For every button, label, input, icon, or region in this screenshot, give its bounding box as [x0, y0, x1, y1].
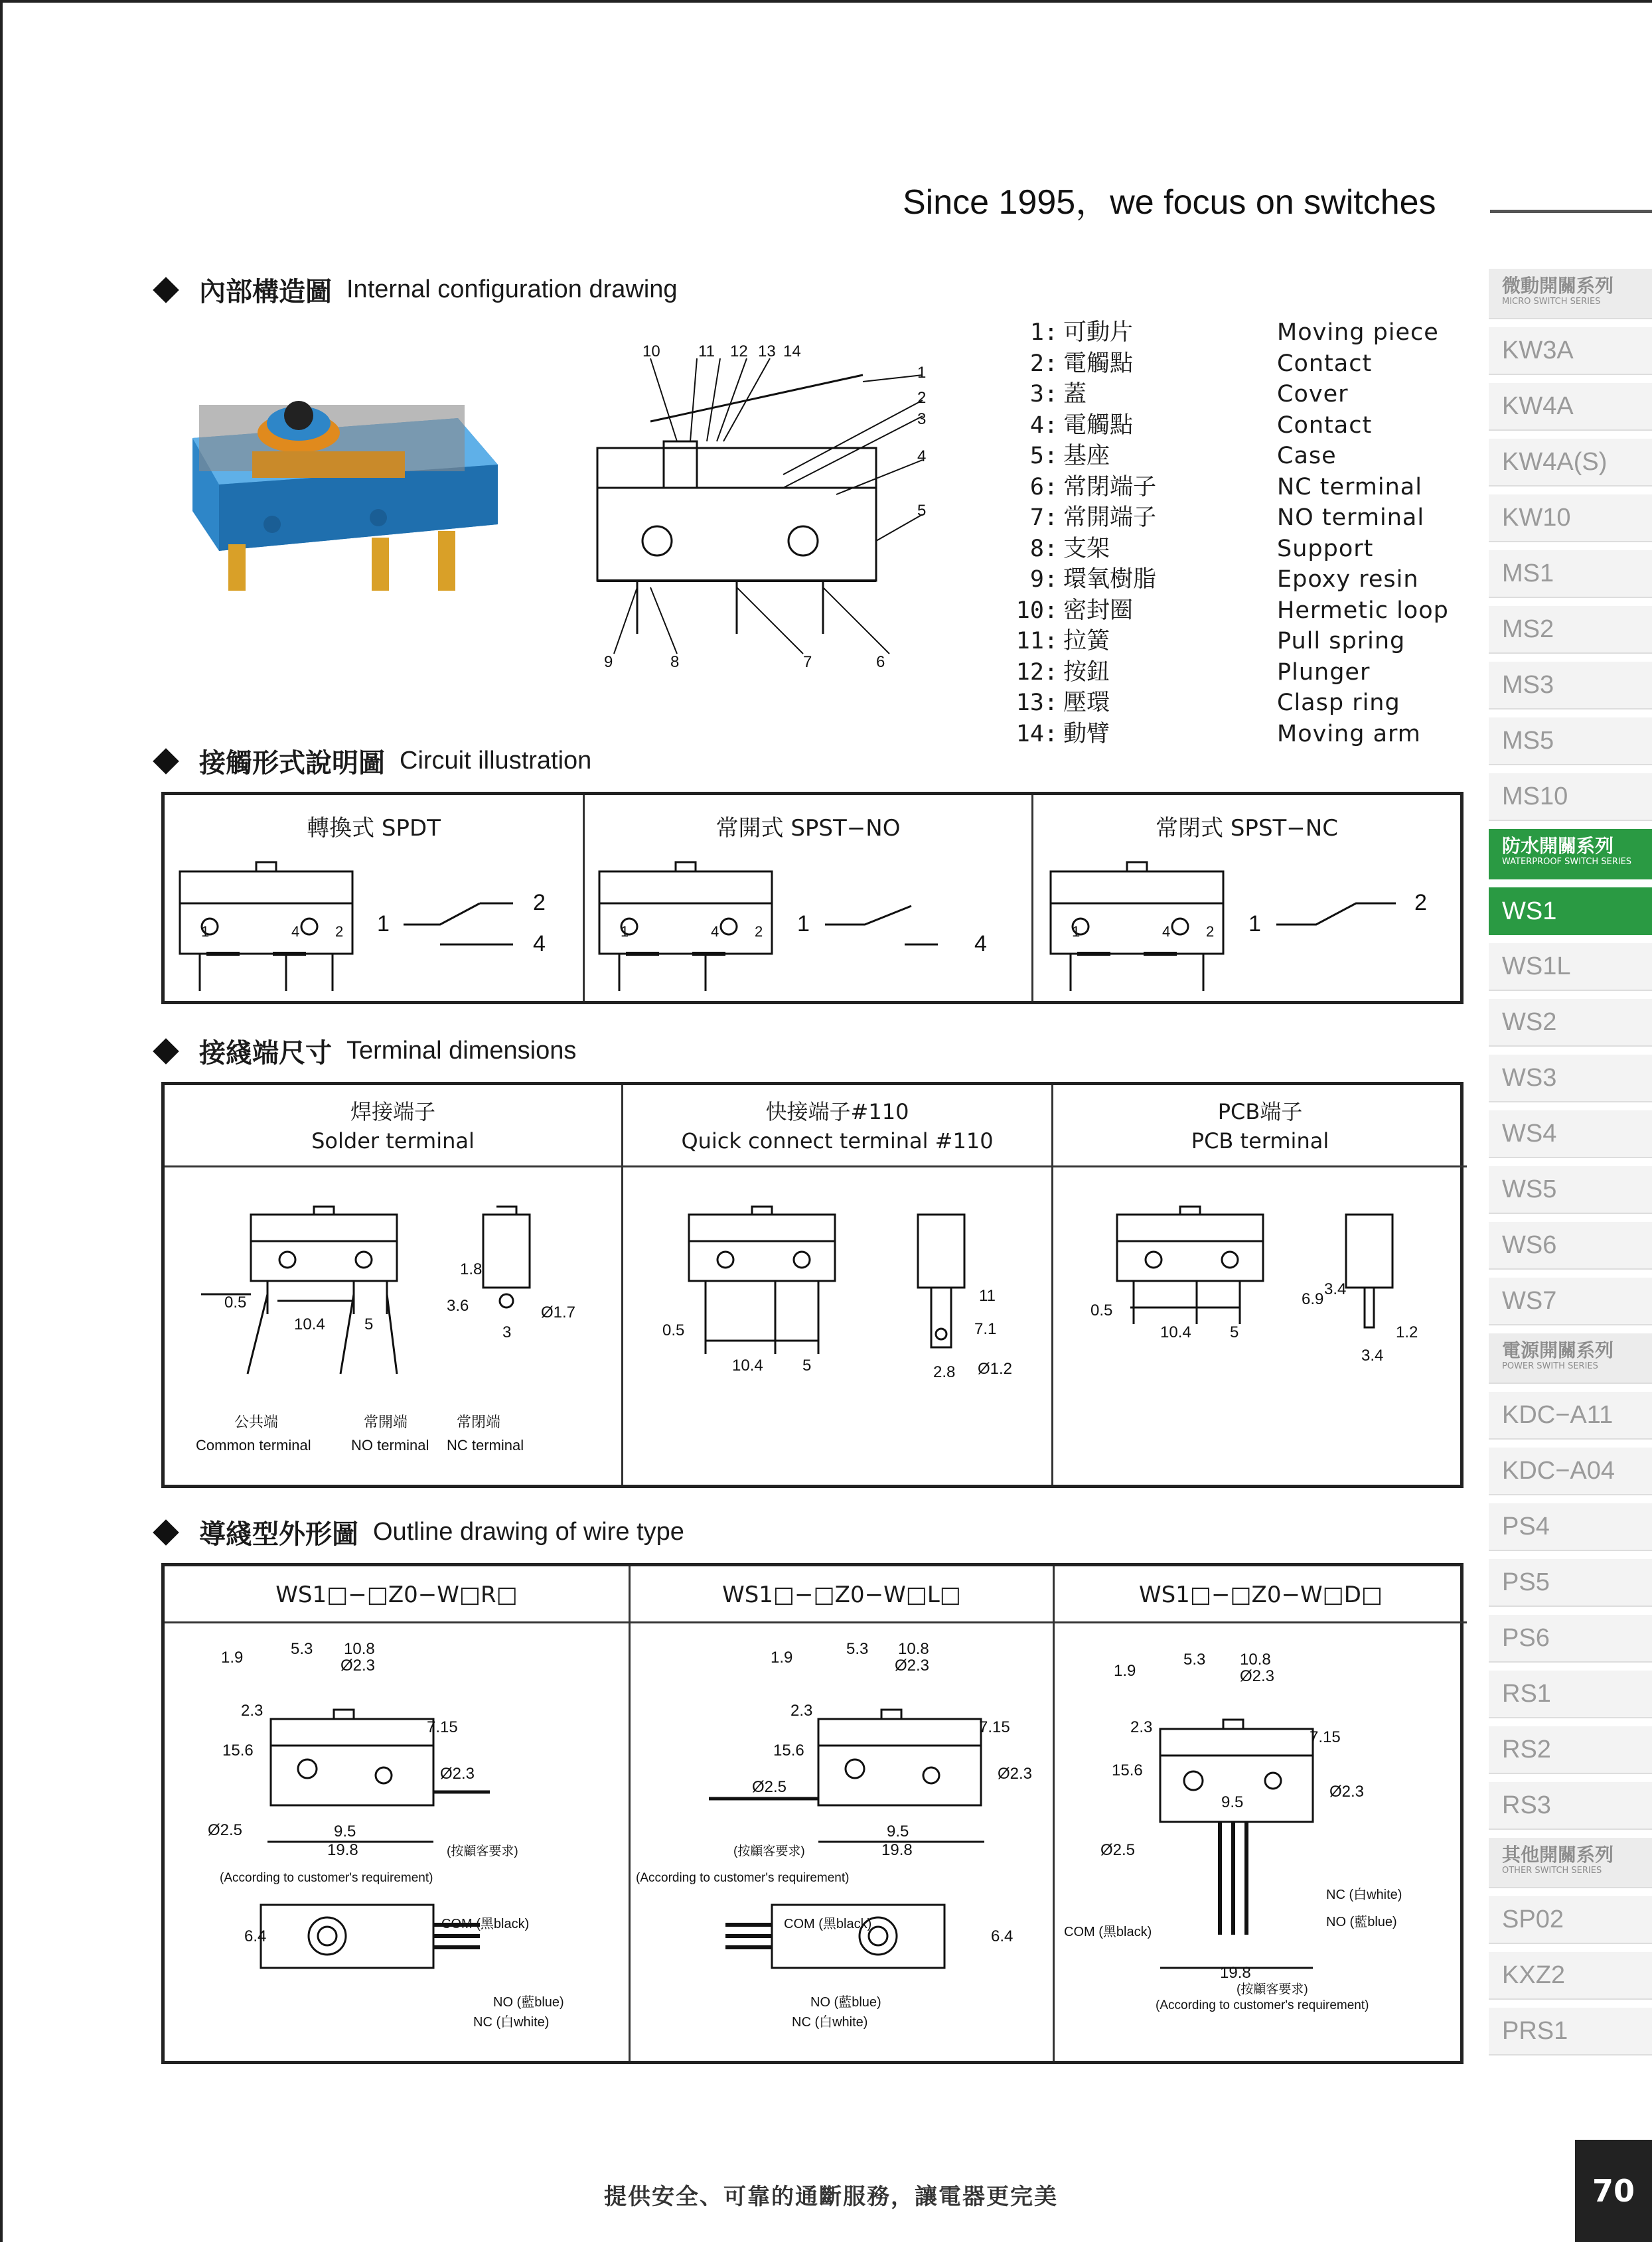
- legend-row: [1015, 441, 1449, 472]
- legend-row: [1015, 348, 1449, 380]
- pin-label: 4: [1162, 923, 1171, 940]
- terminal-title-en: PCB terminal: [1191, 1128, 1329, 1154]
- pin-label: 1: [201, 923, 210, 940]
- sidebar-item-ms2[interactable]: MS2: [1489, 606, 1652, 654]
- dim-label: 19.8: [327, 1841, 358, 1859]
- legend-row: [1015, 317, 1449, 348]
- legend-row: [1015, 657, 1449, 688]
- dim-label: 2.3: [241, 1702, 263, 1720]
- legend-cn: 電觸點: [1063, 350, 1134, 377]
- legend-num: 5:: [1029, 443, 1058, 469]
- pin-label: 2: [1206, 923, 1215, 940]
- dim-label: 10.4: [732, 1357, 763, 1375]
- circuit-node-label: 4: [974, 931, 987, 956]
- legend-row: [1015, 688, 1449, 719]
- legend-num: 14:: [1015, 720, 1058, 747]
- legend-num: 11:: [1015, 628, 1058, 654]
- note-cn: (按顧客要求): [447, 1844, 518, 1858]
- note-en: NO terminal: [351, 1437, 429, 1454]
- sidebar-item-ms5[interactable]: MS5: [1489, 717, 1652, 765]
- circuit-node-label: 4: [533, 931, 546, 956]
- dim-label: 10.8: [898, 1640, 929, 1658]
- wire-label-nc: NC (白white): [792, 2015, 868, 2030]
- sidebar-item-rs2[interactable]: RS2: [1489, 1726, 1652, 1774]
- callout-11: 11: [698, 342, 715, 360]
- callout-14: 14: [783, 342, 801, 360]
- dim-label: 9.5: [1221, 1793, 1244, 1811]
- note-en: NC terminal: [447, 1437, 524, 1454]
- dim-label: 7.15: [979, 1718, 1010, 1736]
- legend-en: Epoxy resin: [1277, 566, 1419, 593]
- legend-cn: 基座: [1063, 443, 1110, 469]
- legend-row: [1015, 564, 1449, 595]
- legend-row: [1015, 534, 1449, 565]
- section-title-en: Terminal dimensions: [346, 1037, 577, 1065]
- terminal-drawings: [161, 1082, 1464, 1488]
- circuit-node-label: 1: [1248, 911, 1261, 936]
- dim-label: 9.5: [887, 1823, 909, 1840]
- legend-cn: 支架: [1063, 535, 1110, 562]
- dim-label: 2.8: [933, 1363, 956, 1381]
- sidebar-item-ms3[interactable]: MS3: [1489, 662, 1652, 710]
- section-circuit-heading: [151, 742, 591, 780]
- dim-label: 19.8: [1220, 1964, 1251, 1982]
- dim-label: 15.6: [222, 1742, 254, 1759]
- terminal-title-cn: PCB端子: [1217, 1099, 1303, 1124]
- dim-label: 1.2: [1396, 1323, 1418, 1341]
- section-title-cn: 接觸形式說明圖: [199, 748, 385, 779]
- legend-cn: 常閉端子: [1063, 473, 1157, 500]
- internal-cross-section-drawing: [584, 342, 956, 674]
- note-en: (According to customer's requirement): [220, 1871, 433, 1885]
- sidebar-item-kw4a[interactable]: KW4A: [1489, 383, 1652, 431]
- legend-num: 2:: [1029, 350, 1058, 377]
- section-title-en: Circuit illustration: [400, 747, 592, 775]
- legend-en: Cover: [1277, 381, 1349, 408]
- wire-label-no: NO (藍blue): [1326, 1915, 1397, 1929]
- legend-num: 13:: [1015, 690, 1058, 716]
- wire-label-com: COM (黑black): [1064, 1925, 1152, 1939]
- dim-label: 5: [364, 1315, 374, 1333]
- legend-en: NC terminal: [1277, 473, 1422, 500]
- section-outline-heading: [151, 1513, 684, 1551]
- section-title-en: Outline drawing of wire type: [373, 1518, 684, 1546]
- terminal-title-cn: 焊接端子: [350, 1099, 435, 1124]
- pin-label: 1: [1072, 923, 1081, 940]
- sidebar-item-kdc-a11[interactable]: KDC−A11: [1489, 1392, 1652, 1440]
- dim-label: 1.9: [1114, 1662, 1136, 1680]
- page-number: 70: [1575, 2140, 1652, 2242]
- legend-num: 1:: [1029, 319, 1058, 346]
- legend-cn: 環氧樹脂: [1063, 566, 1157, 593]
- dim-label: 0.5: [224, 1294, 247, 1311]
- section-title-en: Internal configuration drawing: [346, 275, 678, 303]
- legend-num: 10:: [1015, 597, 1058, 624]
- callout-13: 13: [758, 342, 776, 360]
- callout-2: 2: [917, 389, 927, 407]
- circuit-node-label: 1: [377, 911, 390, 936]
- legend-en: NO terminal: [1277, 504, 1425, 531]
- wire-label-no: NO (藍blue): [493, 1995, 564, 2010]
- sidebar-item-ws4[interactable]: WS4: [1489, 1110, 1652, 1158]
- wire-type-drawings: [161, 1563, 1464, 2064]
- legend-cn: 密封圈: [1063, 597, 1134, 624]
- terminal-title-en: Quick connect terminal #110: [681, 1128, 994, 1154]
- note-cn: 常開端: [364, 1414, 408, 1430]
- series-title-cn: 微動開關系列: [1502, 275, 1614, 297]
- callout-5: 5: [917, 502, 927, 520]
- dim-label: Ø1.7: [541, 1304, 576, 1321]
- dim-label: 5.3: [846, 1640, 869, 1658]
- pin-label: 4: [291, 923, 300, 940]
- section-internal-heading: [151, 271, 678, 309]
- callout-10: 10: [642, 342, 660, 360]
- wire-label-nc: NC (白white): [1326, 1888, 1402, 1902]
- wire-type-title: WS1□−□Z0−W□R□: [165, 1566, 629, 1623]
- sidebar-item-rs3[interactable]: RS3: [1489, 1782, 1652, 1830]
- legend-cn: 拉簧: [1063, 628, 1110, 654]
- section-title-cn: 導綫型外形圖: [199, 1519, 358, 1550]
- sidebar-item-kw3a[interactable]: KW3A: [1489, 327, 1652, 375]
- section-terminal-heading: [151, 1032, 576, 1070]
- dim-label: 7.1: [974, 1320, 997, 1338]
- dim-label: 10.4: [294, 1315, 325, 1333]
- wire-type-title: WS1□−□Z0−W□L□: [631, 1566, 1053, 1623]
- note-cn: (按顧客要求): [733, 1844, 805, 1858]
- dim-label: 7.15: [427, 1718, 458, 1736]
- pin-label: 1: [621, 923, 629, 940]
- header-rule: [1490, 210, 1652, 213]
- legend-en: Pull spring: [1277, 628, 1406, 654]
- dim-label: 19.8: [881, 1841, 913, 1859]
- legend-row: [1015, 379, 1449, 410]
- sidebar-item-ws1l[interactable]: WS1L: [1489, 943, 1652, 991]
- diamond-bullet-icon: [153, 1519, 179, 1546]
- legend-en: Plunger: [1277, 658, 1371, 686]
- dim-label: 5.3: [1183, 1651, 1206, 1669]
- legend-row: [1015, 626, 1449, 657]
- dim-label: Ø2.3: [1329, 1783, 1365, 1801]
- dim-label: Ø1.2: [978, 1360, 1013, 1378]
- sidebar-item-ps6[interactable]: PS6: [1489, 1615, 1652, 1663]
- callout-3: 3: [917, 410, 927, 428]
- circuit-title: 轉換式 SPDT: [307, 815, 441, 842]
- legend-en: Contact: [1277, 350, 1373, 377]
- circuit-diagrams: [161, 792, 1464, 1004]
- dim-label: 9.5: [334, 1823, 356, 1840]
- legend-cn: 動臂: [1063, 720, 1110, 747]
- dim-label: 0.5: [662, 1321, 685, 1339]
- dim-label: 1.9: [771, 1649, 793, 1667]
- sidebar-item-ms1[interactable]: MS1: [1489, 550, 1652, 598]
- series-title-cn: 其他開關系列: [1502, 1844, 1614, 1866]
- legend-en: Hermetic loop: [1277, 597, 1449, 624]
- dim-label: 5.3: [291, 1640, 313, 1658]
- sidebar-item-ws6[interactable]: WS6: [1489, 1222, 1652, 1270]
- dim-label: Ø2.5: [752, 1778, 787, 1796]
- dim-label: Ø2.5: [1100, 1841, 1136, 1859]
- pin-label: 4: [711, 923, 719, 940]
- circuit-node-label: 2: [533, 890, 546, 915]
- legend-num: 4:: [1029, 411, 1058, 439]
- sidebar-item-kw4a-s-[interactable]: KW4A(S): [1489, 439, 1652, 486]
- dim-label: 15.6: [1112, 1761, 1143, 1779]
- note-en: (According to customer's requirement): [1156, 1998, 1369, 2012]
- dim-label: 0.5: [1090, 1302, 1113, 1319]
- switch-3d-photo: [179, 392, 504, 650]
- legend-num: 6:: [1029, 473, 1058, 500]
- series-title-cn: 防水開關系列: [1502, 835, 1614, 857]
- legend-en: Clasp ring: [1277, 690, 1400, 716]
- legend-en: Contact: [1277, 411, 1373, 439]
- sidebar-series-header: [1489, 829, 1652, 879]
- circuit-node-label: 1: [797, 911, 810, 936]
- sidebar-item-prs1[interactable]: PRS1: [1489, 2008, 1652, 2055]
- terminal-title-en: Solder terminal: [311, 1128, 475, 1154]
- legend-row: [1015, 502, 1449, 534]
- dim-label: 3: [502, 1323, 512, 1341]
- legend-cn: 蓋: [1063, 381, 1087, 408]
- dim-label: 3.4: [1324, 1280, 1347, 1298]
- legend-row: [1015, 719, 1449, 750]
- legend-row: [1015, 595, 1449, 627]
- sidebar-series-header: [1489, 269, 1652, 319]
- sidebar-item-ws1[interactable]: WS1: [1489, 887, 1652, 935]
- sidebar-item-ps5[interactable]: PS5: [1489, 1559, 1652, 1607]
- wire-label-com: COM (黑black): [784, 1917, 872, 1931]
- legend-en: Case: [1277, 443, 1337, 469]
- note-en: (According to customer's requirement): [636, 1871, 850, 1885]
- sidebar-item-ws7[interactable]: WS7: [1489, 1278, 1652, 1325]
- dim-label: 10.8: [1240, 1651, 1271, 1669]
- dim-label: 7.15: [1310, 1728, 1341, 1746]
- sidebar-item-ws5[interactable]: WS5: [1489, 1166, 1652, 1214]
- series-title-cn: 電源開關系列: [1502, 1339, 1614, 1361]
- dim-label: 2.3: [790, 1702, 813, 1720]
- series-title-en: MICRO SWITCH SERIES: [1502, 297, 1601, 307]
- dim-label: 10.4: [1160, 1323, 1191, 1341]
- circuit-title: 常開式 SPST−NO: [715, 815, 901, 842]
- dim-label: 3.6: [447, 1297, 469, 1315]
- dim-label: 10.8: [344, 1640, 375, 1658]
- circuit-node-label: 2: [1414, 890, 1427, 915]
- dim-label: 3.4: [1361, 1347, 1384, 1365]
- diamond-bullet-icon: [153, 1038, 179, 1065]
- legend-cn: 可動片: [1063, 319, 1134, 346]
- note-cn: 常閉端: [457, 1414, 501, 1430]
- callout-7: 7: [803, 653, 812, 671]
- note-en: Common terminal: [196, 1437, 311, 1454]
- pin-label: 2: [755, 923, 763, 940]
- pin-label: 2: [335, 923, 344, 940]
- sidebar-series-header: [1489, 1838, 1652, 1888]
- callout-1: 1: [917, 364, 927, 382]
- dim-label: Ø2.5: [208, 1821, 243, 1839]
- legend-num: 8:: [1029, 535, 1058, 562]
- wire-label-no: NO (藍blue): [810, 1995, 881, 2010]
- callout-9: 9: [604, 653, 613, 671]
- legend-cn: 常開端子: [1063, 504, 1157, 531]
- diamond-bullet-icon: [153, 277, 179, 303]
- sidebar-item-rs1[interactable]: RS1: [1489, 1671, 1652, 1718]
- legend-cn: 按鈕: [1063, 658, 1110, 686]
- sidebar-item-kdc-a04[interactable]: KDC−A04: [1489, 1448, 1652, 1495]
- legend-num: 9:: [1029, 566, 1058, 593]
- sidebar-item-ws3[interactable]: WS3: [1489, 1055, 1652, 1102]
- legend-row: [1015, 472, 1449, 503]
- diamond-bullet-icon: [153, 748, 179, 775]
- sidebar-item-sp02[interactable]: SP02: [1489, 1896, 1652, 1944]
- dim-label: Ø2.3: [440, 1765, 475, 1783]
- callout-4: 4: [917, 447, 927, 465]
- dim-label: 5: [802, 1357, 812, 1375]
- callout-6: 6: [876, 653, 885, 671]
- parts-legend: [1015, 317, 1449, 749]
- terminal-title-cn: 快接端子#110: [765, 1099, 909, 1124]
- circuit-title: 常閉式 SPST−NC: [1156, 815, 1338, 842]
- section-title-cn: 內部構造圖: [199, 277, 332, 307]
- legend-row: [1015, 410, 1449, 441]
- callout-8: 8: [670, 653, 680, 671]
- header-slogan: Since 1995，we focus on switches: [903, 183, 1436, 222]
- legend-cn: 壓環: [1063, 690, 1110, 716]
- note-cn: (按顧客要求): [1237, 1982, 1308, 1996]
- dim-label: 1.8: [460, 1260, 483, 1278]
- sidebar-item-kw10[interactable]: KW10: [1489, 494, 1652, 542]
- legend-en: Support: [1277, 535, 1374, 562]
- series-title-en: WATERPROOF SWITCH SERIES: [1502, 857, 1632, 867]
- series-title-en: POWER SWITH SERIES: [1502, 1361, 1598, 1371]
- sidebar-item-kxz2[interactable]: KXZ2: [1489, 1952, 1652, 2000]
- dim-label: 15.6: [773, 1742, 804, 1759]
- callout-12: 12: [730, 342, 748, 360]
- legend-num: 3:: [1029, 381, 1058, 408]
- legend-cn: 電觸點: [1063, 411, 1134, 439]
- sidebar-item-ms10[interactable]: MS10: [1489, 773, 1652, 821]
- dim-label: 5: [1230, 1323, 1239, 1341]
- sidebar-item-ws2[interactable]: WS2: [1489, 999, 1652, 1047]
- wire-label-com: COM (黑black): [441, 1917, 530, 1931]
- legend-en: Moving piece: [1277, 319, 1439, 346]
- footer-slogan: 提供安全、可靠的通斷服務，讓電器更完美: [604, 2184, 1058, 2210]
- sidebar-item-ps4[interactable]: PS4: [1489, 1503, 1652, 1551]
- wire-label-nc: NC (白white): [473, 2015, 550, 2030]
- dim-label: 2.3: [1130, 1718, 1153, 1736]
- sidebar-series-header: [1489, 1333, 1652, 1384]
- series-sidebar: [1489, 269, 1652, 2063]
- dim-label: 6.4: [991, 1927, 1014, 1945]
- dim-label: Ø2.3: [1240, 1667, 1275, 1685]
- dim-label: Ø2.3: [895, 1657, 930, 1675]
- wire-type-title: WS1□−□Z0−W□D□: [1055, 1566, 1467, 1623]
- dim-label: 1.9: [221, 1649, 244, 1667]
- dim-label: Ø2.3: [998, 1765, 1033, 1783]
- dim-label: Ø2.3: [340, 1657, 376, 1675]
- dim-label: 11: [979, 1287, 996, 1305]
- legend-num: 7:: [1029, 504, 1058, 531]
- series-title-en: OTHER SWITCH SERIES: [1502, 1866, 1602, 1876]
- section-title-cn: 接綫端尺寸: [199, 1038, 332, 1069]
- legend-en: Moving arm: [1277, 720, 1421, 747]
- legend-num: 12:: [1015, 658, 1058, 686]
- note-cn: 公共端: [234, 1414, 279, 1430]
- dim-label: 6.9: [1302, 1290, 1324, 1308]
- dim-label: 6.4: [244, 1927, 267, 1945]
